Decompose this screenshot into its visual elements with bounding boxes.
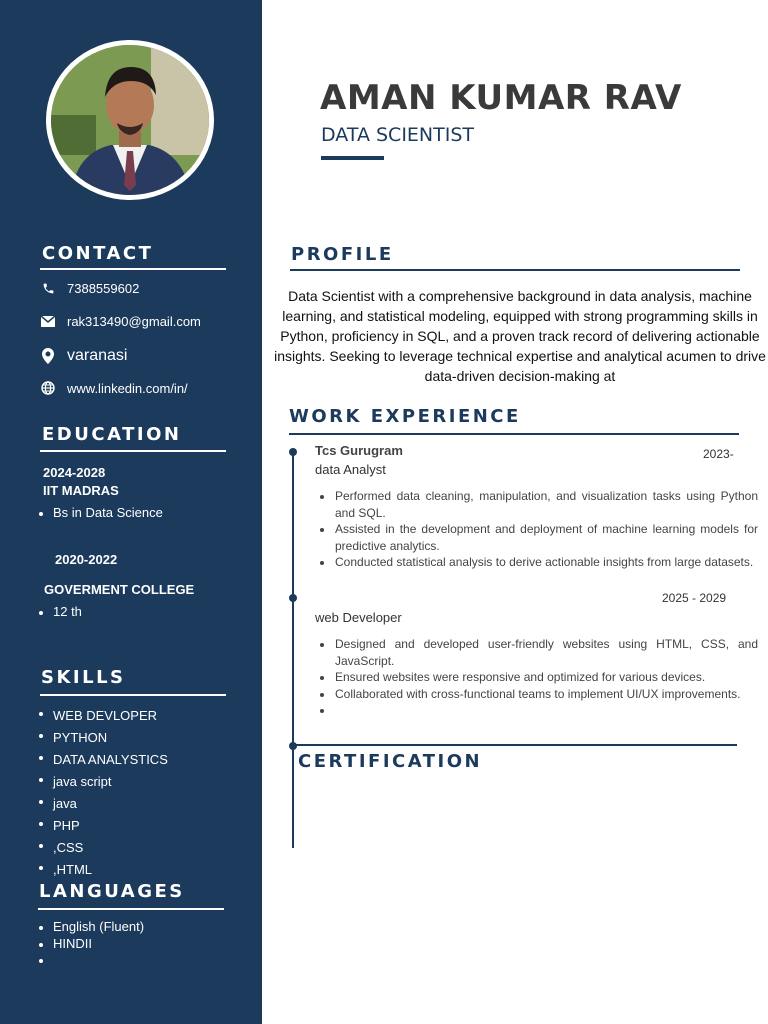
skills-list — [33, 705, 168, 881]
job-dates-2: 2025 - 2029 — [662, 591, 727, 605]
languages-divider — [38, 908, 224, 910]
job-company-1: Tcs Gurugram — [315, 443, 403, 458]
list-item: Bs in Data Science — [53, 505, 163, 520]
certification-section-title: CERTIFICATION — [298, 751, 483, 772]
education-school-2: GOVERMENT COLLEGE — [44, 582, 195, 597]
contact-divider — [40, 268, 226, 270]
education-years-1: 2024-2028 — [43, 465, 106, 480]
timeline-dot — [289, 594, 297, 602]
profile-summary: Data Scientist with a comprehensive background in data analysis, machine learning, and statistical modeling, equipped with strong programming skills in Python, proficiency in SQL, and a proven track record of delivering actionable insights. Seeking to leverage technical expertise and analytical acumen to drive data-driven decision-making at — [274, 288, 766, 384]
location-pin-icon — [40, 348, 56, 364]
languages-list — [33, 919, 144, 969]
contact-location-text: varanasi — [67, 347, 128, 364]
language-item: English (Fluent) — [53, 919, 145, 934]
candidate-name: AMAN KUMAR RAV — [320, 78, 682, 118]
education-years-2: 2020-2022 — [55, 552, 118, 567]
job-bullets-2 — [315, 636, 758, 719]
contact-website[interactable] — [40, 380, 188, 396]
skill-item: PHP — [53, 815, 168, 837]
languages-section-title: LANGUAGES — [39, 881, 185, 902]
list-item: Conducted statistical analysis to derive actionable insights from large datasets. — [335, 554, 758, 571]
list-item: Designed and developed user-friendly websites using HTML, CSS, and JavaScript. — [335, 637, 758, 668]
contact-email[interactable] — [40, 313, 201, 329]
contact-phone-text: 7388559602 — [67, 280, 140, 296]
work-timeline — [292, 452, 294, 848]
education-school-1: IIT MADRAS — [43, 483, 119, 498]
list-item: Assisted in the development and deployment of machine learning models for predictive analytics. — [335, 522, 758, 553]
skill-item: PYTHON — [53, 727, 168, 749]
skill-item: ,HTML — [53, 859, 168, 881]
list-item: Performed data cleaning, manipulation, and visualization tasks using Python and SQL. — [335, 489, 758, 520]
list-item: 12 th — [53, 604, 82, 619]
profile-photo — [46, 40, 214, 200]
job-dates-1: 2023- — [703, 447, 734, 461]
sidebar — [0, 0, 262, 1024]
list-item: Collaborated with cross-functional teams to implement UI/UX improvements. — [335, 686, 758, 703]
email-icon — [40, 313, 56, 329]
skills-divider — [40, 694, 226, 696]
skill-item: WEB DEVLOPER — [53, 705, 168, 727]
certification-divider — [292, 744, 737, 746]
education-list-1 — [33, 505, 163, 520]
language-item — [53, 952, 144, 969]
work-section-title: WORK EXPERIENCE — [289, 406, 521, 427]
skill-item: java — [53, 793, 168, 815]
contact-section-title: CONTACT — [42, 243, 154, 264]
phone-icon — [40, 280, 56, 296]
contact-website-text: www.linkedin.com/in/ — [67, 380, 188, 396]
job-bullets-1 — [315, 488, 758, 571]
list-item: Ensured websites were responsive and optimized for various devices. — [335, 669, 758, 686]
skills-section-title: SKILLS — [41, 667, 126, 688]
contact-email-text: rak313490@gmail.com — [67, 313, 201, 329]
skill-item: ,CSS — [53, 837, 168, 859]
education-list-2 — [33, 604, 82, 619]
timeline-dot — [289, 448, 297, 456]
skill-item: DATA ANALYSTICS — [53, 749, 168, 771]
contact-location — [40, 347, 127, 365]
contact-phone[interactable] — [40, 280, 139, 296]
skill-item: java script — [53, 771, 168, 793]
list-item — [335, 702, 758, 719]
profile-photo-image — [51, 45, 209, 195]
education-divider — [40, 450, 226, 452]
role-underline — [321, 156, 384, 160]
work-divider — [289, 433, 739, 435]
globe-icon — [40, 380, 56, 396]
candidate-role: DATA SCIENTIST — [321, 124, 475, 146]
profile-divider — [290, 269, 740, 271]
language-item: HINDII — [53, 936, 144, 953]
job-role-2: web Developer — [315, 610, 402, 625]
job-role-1: data Analyst — [315, 462, 386, 477]
profile-section-title: PROFILE — [291, 244, 394, 265]
education-section-title: EDUCATION — [42, 424, 182, 445]
